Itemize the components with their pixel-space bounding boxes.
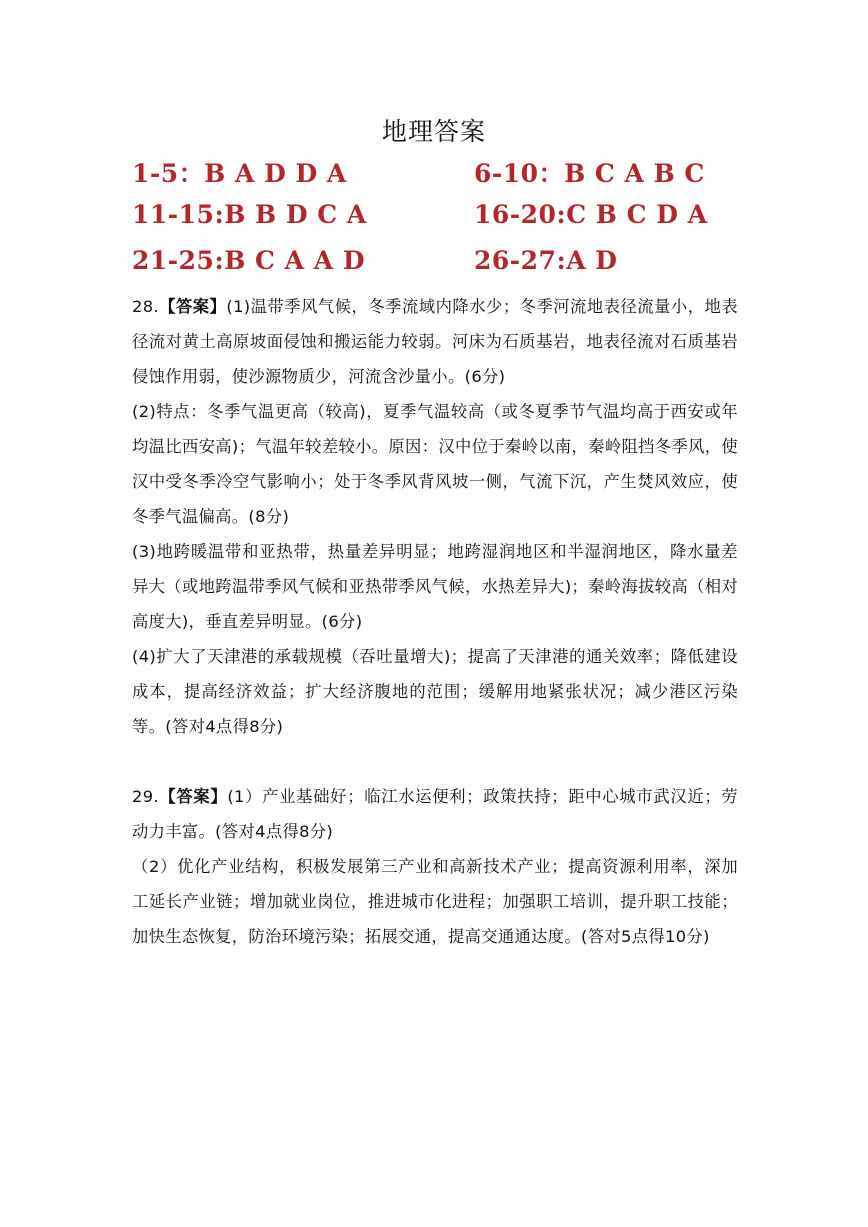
mc-letters: B C A B C: [564, 159, 705, 188]
mc-answer-group: [132, 154, 347, 190]
answer-paragraph: [132, 289, 738, 394]
question-29: [132, 779, 738, 954]
mc-answer-group: [474, 246, 617, 275]
mc-range: 11-15:: [132, 200, 225, 229]
answer-tag: 【答案】: [158, 787, 228, 806]
mc-answer-group: [132, 246, 365, 275]
answer-paragraph: (2)特点：冬季气温更高（较高)，夏季气温较高（或冬夏季节气温均高于西安或年均温比西安高)；气温年较差较小。原因：汉中位于秦岭以南，秦岭阻挡冬季风，使汉中受冬季冷空气影响小；处于冬季风背风坡一侧，气流下沉，产生焚风效应，使冬季气温偏高。(8分): [132, 402, 738, 526]
mc-row: [132, 154, 752, 200]
mc-letters: B C A A D: [224, 246, 366, 275]
answer-tag: 【答案】: [158, 297, 227, 316]
mc-range: 16-20:: [474, 200, 567, 229]
answer-paragraph: （2）优化产业结构，积极发展第三产业和高新技术产业；提高资源利用率，深加工延长产业链；增加就业岗位，推进城市化进程；加强职工培训，提升职工技能；加快生态恢复，防治环境污染；拓展交通，提高交通通达度。(答对5点得10分): [132, 857, 738, 946]
page-title: 地理答案: [381, 117, 486, 146]
answer-text: (1)温带季风气候，冬季流域内降水少；冬季河流地表径流量小，地表径流对黄土高原坡面侵蚀和搬运能力较弱。河床为石质基岩，地表径流对石质基岩侵蚀作用弱，使沙源物质少，河流含沙量小。(6分): [132, 297, 738, 386]
mc-letters: B B D C A: [224, 200, 367, 229]
mc-range: 6-10：: [474, 159, 565, 188]
answer-paragraph: (4)扩大了天津港的承载规模（吞吐量增大)；提高了天津港的通关效率；降低建设成本，提高经济效益；扩大经济腹地的范围；缓解用地紧张状况；减少港区污染等。(答对4点得8分): [132, 647, 738, 736]
mc-row: [132, 246, 752, 292]
mc-row: [132, 200, 752, 246]
mc-letters: B A D D A: [204, 159, 347, 188]
mc-answer-group: [474, 200, 708, 229]
answer-paragraph: [132, 779, 738, 849]
mc-range: 21-25:: [132, 246, 225, 275]
mc-answer-group: [474, 154, 705, 190]
question-number: 29.: [132, 787, 159, 806]
answer-paragraph: (3)地跨暖温带和亚热带，热量差异明显；地跨湿润地区和半湿润地区，降水量差异大（或地跨温带季风气候和亚热带季风气候，水热差异大)；秦岭海拔较高（相对高度大)，垂直差异明显。(6分): [132, 542, 738, 631]
answer-text: (1）产业基础好；临江水运便利；政策扶持；距中心城市武汉近；劳动力丰富。(答对4点得8分): [132, 787, 738, 841]
spacer: [132, 744, 738, 779]
mc-answer-group: [132, 200, 367, 229]
mc-letters: C B C D A: [566, 200, 708, 229]
question-28: [132, 289, 738, 744]
mc-letters: A D: [566, 246, 618, 275]
mc-range: 26-27:: [474, 246, 567, 275]
mc-range: 1-5：: [132, 159, 205, 188]
free-response-answers: [132, 289, 738, 954]
question-number: 28.: [132, 297, 159, 316]
multiple-choice-answers: [132, 154, 752, 292]
